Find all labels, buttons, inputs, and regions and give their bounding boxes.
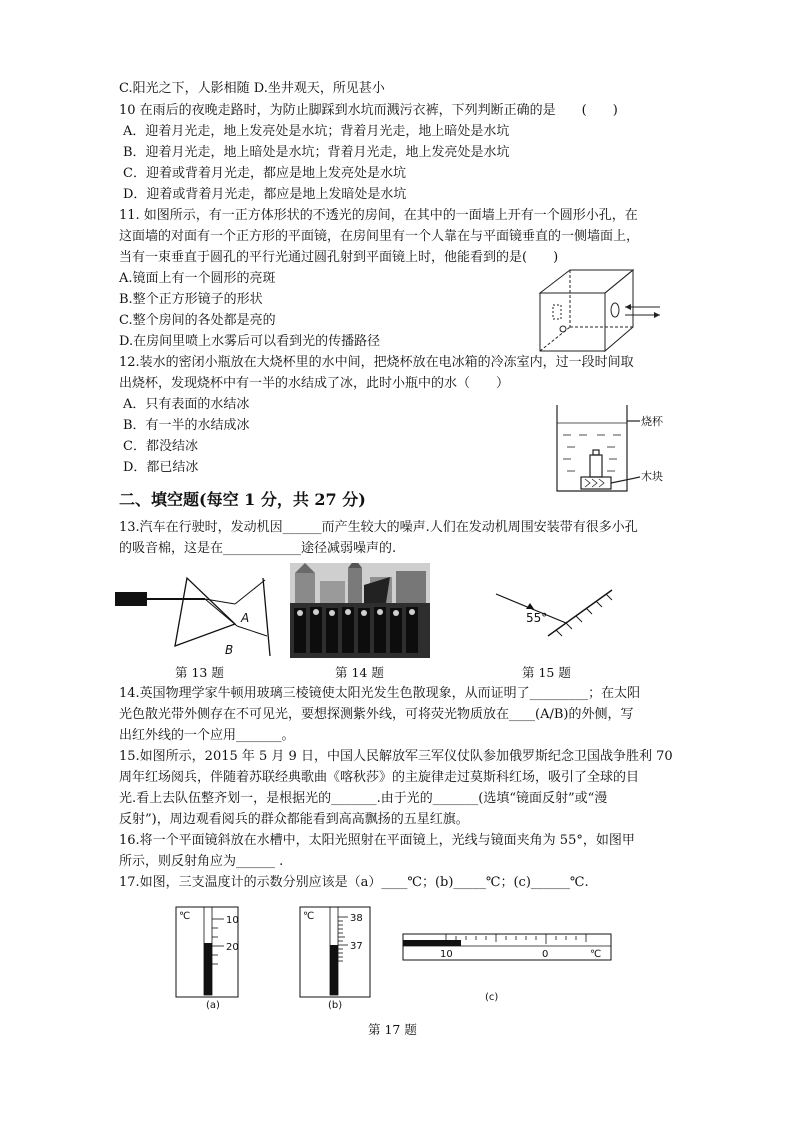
q13-stem-1: 13.汽车在行驶时，发动机因______而产生较大的噪声.人们在发动机周围安装带有很多小孔 <box>119 520 638 535</box>
cube-mirror <box>553 305 561 319</box>
arrow-icon <box>654 312 660 318</box>
q15-stem-2: 周年红场阅兵，伴随着苏联经典歌曲《喀秋莎》的主旋律走过莫斯科红场，吸引了全球的目 <box>119 770 640 785</box>
label-cup: 烧杯 <box>641 415 663 428</box>
arrow-icon <box>625 304 631 310</box>
thermometer-a-tick-bottom: 20 <box>226 942 239 953</box>
q10-option-b: B．迎着月光走，地上暗处是水坑；背着月光走，地上发亮处是水坑 <box>123 145 510 160</box>
caption-17: 第 17 题 <box>368 1022 417 1037</box>
q10-stem: 10 在雨后的夜晚走路时，为防止脚踩到水坑而溅污衣裤，下列判断正确的是 ( ) <box>119 103 618 118</box>
q11-option-b: B.整个正方形镜子的形状 <box>119 292 263 307</box>
thermometer-b-tick-top: 38 <box>350 913 363 924</box>
q9-options-cd: C.阳光之下，人影相随 D.坐井观天，所见甚小 <box>119 81 385 96</box>
q11-stem-2: 这面墙的对面有一个正方形的平面镜，在房间里有一个人靠在与平面镜垂直的一侧墙面上， <box>119 229 640 244</box>
thermometer-b-tick-bottom: 37 <box>350 941 363 952</box>
thermometer-c-ticks <box>446 934 586 944</box>
q11-option-d: D.在房间里喷上水雾后可以看到光的传播路径 <box>119 334 381 349</box>
thermometer-a <box>170 905 250 1010</box>
q12-stem-1: 12.装水的密闭小瓶放在大烧杯里的水中间，把烧杯放在电冰箱的冷冻室内，过一段时间取 <box>119 355 634 370</box>
thermometer-b-liquid <box>330 945 338 995</box>
wood-block <box>581 477 611 489</box>
screen <box>263 578 270 656</box>
q14-stem-3: 出红外线的一个应用_______。 <box>119 728 295 743</box>
thermometer-b-unit: ℃ <box>303 911 315 922</box>
q11-option-c: C.整个房间的各处都是亮的 <box>119 313 276 328</box>
thermometer-a-tick-top: 10 <box>226 915 239 926</box>
thermometer-a-liquid <box>204 943 212 995</box>
mirror-surface <box>548 590 612 636</box>
prism <box>175 578 235 646</box>
label-a: A <box>241 611 250 625</box>
cube-hole <box>611 303 619 317</box>
q13-stem-2: 的吸音棉，这是在____________途径减弱噪声的. <box>119 541 397 556</box>
q11-option-a: A.镜面上有一个圆形的亮斑 <box>119 271 276 286</box>
cube-front-face <box>540 293 605 351</box>
caption-13: 第 13 题 <box>175 665 224 680</box>
q14-stem-1: 14.英国物理学家牛顿用玻璃三棱镜使太阳光发生色散现象，从而证明了_________；在太阳 <box>119 686 641 701</box>
leader-line-block <box>611 477 640 483</box>
q15-stem-4: 反射”)，周边观看阅兵的群众都能看到高高飘扬的五星红旗。 <box>119 812 469 827</box>
thermometer-a-ticks <box>212 919 224 964</box>
cube-person-head <box>560 326 566 332</box>
thermometer-c <box>400 920 615 1005</box>
q12-option-c: C．都没结冰 <box>123 439 198 454</box>
bottle-cap <box>593 450 599 455</box>
light-source <box>115 592 147 606</box>
q14-stem-2: 光色散光带外侧存在不可见光，要想探测紫外线，可将荧光物质放在____(A/B)的外侧，写 <box>119 707 634 722</box>
beaker-wall <box>557 405 627 491</box>
q16-stem-2: 所示，则反射角应为______ . <box>119 854 284 869</box>
q10-option-a: A．迎着月光走，地上发亮处是水坑；背着月光走，地上暗处是水坑 <box>123 124 510 139</box>
q16-stem-1: 16.将一个平面镜斜放在水槽中，太阳光照射在平面镜上，光线与镜面夹角为 55°，如图甲 <box>119 833 635 848</box>
angle-label: 55° <box>526 611 548 625</box>
thermometer-c-tick-left: 10 <box>440 949 453 960</box>
section-heading: 二、填空题(每空 1 分，共 27 分) <box>119 490 366 509</box>
label-b: B <box>225 643 234 657</box>
q12-option-a: A．只有表面的水结冰 <box>123 397 250 412</box>
q10-option-c: C．迎着或背着月光走，都应是地上发亮处是水坑 <box>123 166 406 181</box>
q12-option-d: D．都已结冰 <box>123 460 199 475</box>
cube-room-figure <box>535 265 665 355</box>
thermometer-b-caption: (b) <box>328 1000 343 1010</box>
q12-option-b: B．有一半的水结成冰 <box>123 418 250 433</box>
thermometer-c-unit: ℃ <box>590 949 602 960</box>
parade-photo-image <box>290 563 430 658</box>
thermometer-b-ticks <box>338 917 348 961</box>
thermometer-a-unit: ℃ <box>179 911 191 922</box>
thermometer-c-liquid <box>403 940 461 946</box>
caption-14: 第 14 题 <box>335 665 384 680</box>
caption-15: 第 15 题 <box>522 665 571 680</box>
q12-stem-2: 出烧杯，发现烧杯中有一半的水结成了冰，此时小瓶中的水（ ） <box>119 376 510 391</box>
label-block: 木块 <box>641 470 663 483</box>
thermometer-a-caption: (a) <box>206 1000 220 1010</box>
q10-option-d: D．迎着或背着月光走，都应是地上发暗处是水坑 <box>123 187 407 202</box>
beaker-figure <box>545 403 680 495</box>
q15-stem-3: 光.看上去队伍整齐划一，是根据光的_______.由于光的_______(选填“镜面反射”或“漫 <box>119 791 608 806</box>
mirror-figure <box>490 578 640 648</box>
q15-stem-1: 15.如图所示，2015 年 5 月 9 日，中国人民解放军三军仪仗队参加俄罗斯纪念卫国战争胜利 70 <box>119 749 673 764</box>
q11-stem-3: 当有一束垂直于圆孔的平行光通过圆孔射到平面镜上时，他能看到的是( ) <box>119 250 559 265</box>
arrow-icon <box>526 603 534 609</box>
thermometer-c-tick-right: 0 <box>542 949 549 960</box>
q11-stem-1: 11. 如图所示，有一正方体形状的不透光的房间，在其中的一面墙上开有一个圆形小孔，在 <box>119 208 638 223</box>
parade-photo <box>290 563 430 658</box>
prism-figure <box>115 568 275 658</box>
small-bottle <box>590 455 602 477</box>
mirror-hatching <box>556 594 612 636</box>
water-hatching <box>563 435 621 471</box>
q17-stem: 17.如图，三支温度计的示数分别应该是（a）____℃；(b)_____℃；(c)______℃. <box>119 875 589 890</box>
thermometer-c-frame <box>403 934 611 960</box>
thermometer-c-caption: (c) <box>485 992 499 1003</box>
thermometer-b <box>298 905 378 1010</box>
